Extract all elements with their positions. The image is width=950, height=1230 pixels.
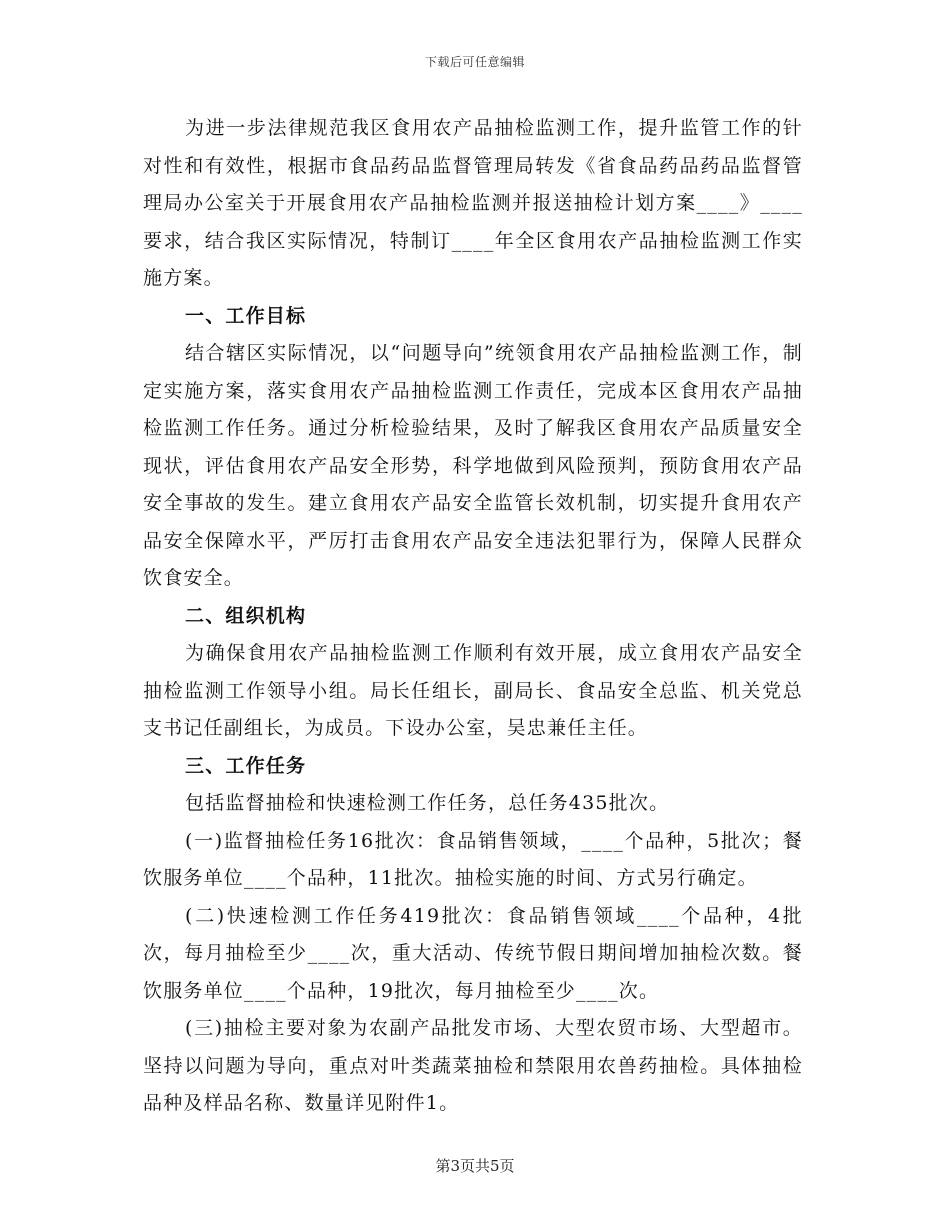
organization-paragraph: 为确保食用农产品抽检监测工作顺利有效开展，成立食用农产品安全抽检监测工作领导小组。局长任组长，副局长、食品安全总监、机关党总支书记任副组长，为成员。下设办公室，吴忠兼任主任。 — [143, 642, 803, 739]
document-body — [143, 110, 803, 1123]
page-indicator: 第3页共5页 — [435, 1157, 515, 1175]
section-heading-goals: 一、工作目标 — [185, 304, 307, 327]
task-item-2: (二)快速检测工作任务419批次：食品销售领域____个品种，4批次，每月抽检至少____次，重大活动、传统节假日期间增加抽检次数。餐饮服务单位____个品种，19批次，每月抽检至少____次。 — [143, 904, 803, 1002]
intro-paragraph: 为进一步法律规范我区食用农产品抽检监测工作，提升监管工作的针对性和有效性，根据市食品药品监督管理局转发《省食品药品药品监督管理局办公室关于开展食用农产品抽检监测并报送抽检计划方案____》____要求，结合我区实际情况，特制订____年全区食用农产品抽检监测工作实施方案。 — [143, 117, 803, 289]
task-item-1: (一)监督抽检任务16批次：食品销售领域，____个品种，5批次；餐饮服务单位____个品种，11批次。抽检实施的时间、方式另行确定。 — [143, 829, 803, 889]
section-heading-tasks: 三、工作任务 — [185, 754, 307, 777]
header-note: 下载后可任意编辑 — [424, 55, 525, 69]
task-item-3: (三)抽检主要对象为农副产品批发市场、大型农贸市场、大型超市。坚持以问题为导向，重点对叶类蔬菜抽检和禁限用农兽药抽检。具体抽检品种及样品名称、数量详见附件1。 — [143, 1017, 803, 1114]
goals-paragraph: 结合辖区实际情况，以“问题导向”统领食用农产品抽检监测工作，制定实施方案，落实食用农产品抽检监测工作责任，完成本区食用农产品抽检监测工作任务。通过分析检验结果，及时了解我区食用农产品质量安全现状，评估食用农产品安全形势，科学地做到风险预判，预防食用农产品安全事故的发生。建立食用农产品安全监管长效机制，切实提升食用农产品安全保障水平，严厉打击食用农产品安全违法犯罪行为，保障人民群众饮食安全。 — [143, 342, 803, 589]
section-heading-organization: 二、组织机构 — [185, 604, 307, 627]
tasks-summary-paragraph: 包括监督抽检和快速检测工作任务，总任务435批次。 — [185, 792, 670, 814]
